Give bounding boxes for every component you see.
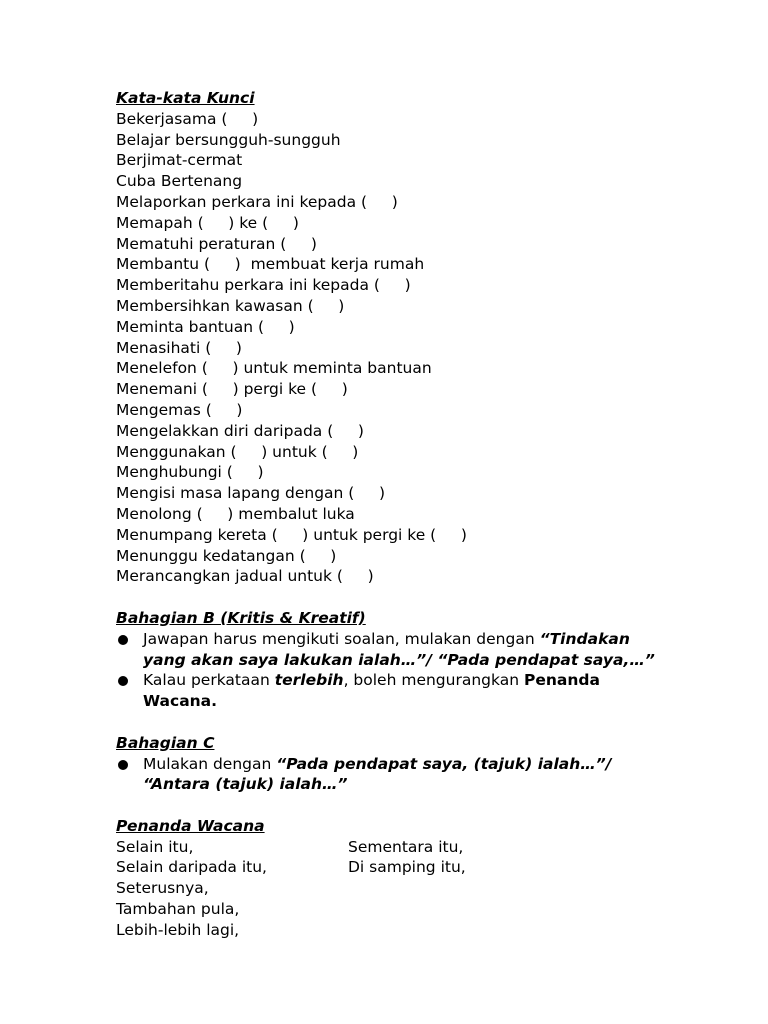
- section-b-heading: Bahagian B (Kritis & Kreatif): [116, 608, 366, 627]
- emphasis-text: terlebih: [274, 671, 344, 690]
- keywords-heading: Kata-kata Kunci: [116, 89, 255, 107]
- keyword-item: Mengemas ( ): [116, 400, 243, 419]
- keyword-item: Menolong ( ) membalut luka: [116, 504, 355, 523]
- bullet-text: Kalau perkataan: [143, 671, 275, 690]
- term-text: Penanda Wacana: [143, 671, 600, 711]
- section-c-heading: Bahagian C: [116, 733, 215, 752]
- keyword-item: Melaporkan perkara ini kepada ( ): [116, 192, 398, 211]
- bullet-icon: [118, 635, 128, 645]
- keyword-item: Bekerjasama ( ): [116, 109, 259, 128]
- keyword-item: Menunggu kedatangan ( ): [116, 546, 337, 565]
- separator: /: [426, 650, 438, 669]
- bullet-text: , boleh mengurangkan: [343, 671, 524, 690]
- discourse-marker: Lebih-lebih lagi,: [116, 920, 240, 939]
- keyword-item: Menghubungi ( ): [116, 463, 264, 482]
- discourse-marker: Di samping itu,: [348, 858, 466, 877]
- keyword-item: Berjimat-cermat: [116, 151, 243, 170]
- penanda-wacana-heading: Penanda Wacana: [116, 816, 265, 835]
- keyword-item: Membersihkan kawasan ( ): [116, 296, 345, 315]
- keyword-item: Menemani ( ) pergi ke ( ): [116, 380, 348, 399]
- discourse-marker: Selain itu,: [116, 837, 194, 856]
- keyword-item: Mengisi masa lapang dengan ( ): [116, 484, 386, 503]
- keyword-item: Mematuhi peraturan ( ): [116, 234, 317, 253]
- bullet-text: Jawapan harus mengikuti soalan, mulakan dengan: [143, 629, 540, 648]
- discourse-marker: Tambahan pula,: [116, 900, 240, 919]
- keyword-item: Mengelakkan diri daripada ( ): [116, 421, 364, 440]
- keyword-item: Menelefon ( ) untuk meminta bantuan: [116, 359, 432, 378]
- bullet-icon: [118, 676, 128, 686]
- section-b-bullet-2: [116, 670, 676, 712]
- keyword-item: Merancangkan jadual untuk ( ): [116, 567, 374, 586]
- bullet-text: Mulakan dengan: [143, 754, 277, 773]
- document-page: [116, 88, 676, 941]
- spacer: [116, 795, 676, 816]
- spacer: [116, 587, 676, 608]
- penanda-wacana-left-column: [116, 837, 348, 941]
- bullet-icon: [118, 760, 128, 770]
- keyword-item: Membantu ( ) membuat kerja rumah: [116, 255, 425, 274]
- section-b-bullet-1: [116, 629, 676, 671]
- bullet-end: .: [211, 692, 218, 711]
- quote-text: “Antara (tajuk) ialah…”: [143, 775, 348, 794]
- quote-text: “Tindakan yang akan saya lakukan ialah…”: [143, 629, 630, 669]
- keyword-item: Memberitahu perkara ini kepada ( ): [116, 276, 411, 295]
- discourse-marker: Sementara itu,: [348, 837, 464, 856]
- penanda-wacana-right-column: [348, 837, 608, 941]
- discourse-marker: Seterusnya,: [116, 879, 209, 898]
- keyword-item: Memapah ( ) ke ( ): [116, 213, 299, 232]
- separator: /: [605, 754, 612, 773]
- discourse-marker: Selain daripada itu,: [116, 858, 267, 877]
- keyword-item: Meminta bantuan ( ): [116, 317, 295, 336]
- quote-text: “Pada pendapat saya, (tajuk) ialah…”: [276, 754, 606, 773]
- keyword-item: Menasihati ( ): [116, 338, 242, 357]
- keywords-list: [116, 109, 676, 587]
- penanda-wacana-columns: [116, 837, 676, 941]
- spacer: [116, 712, 676, 733]
- keyword-item: Cuba Bertenang: [116, 172, 243, 191]
- keyword-item: Menumpang kereta ( ) untuk pergi ke ( ): [116, 525, 467, 544]
- quote-text: “Pada pendapat saya,…”: [437, 650, 655, 669]
- keyword-item: Menggunakan ( ) untuk ( ): [116, 442, 359, 461]
- section-c-bullet-1: [116, 754, 676, 796]
- keyword-item: Belajar bersungguh-sungguh: [116, 130, 341, 149]
